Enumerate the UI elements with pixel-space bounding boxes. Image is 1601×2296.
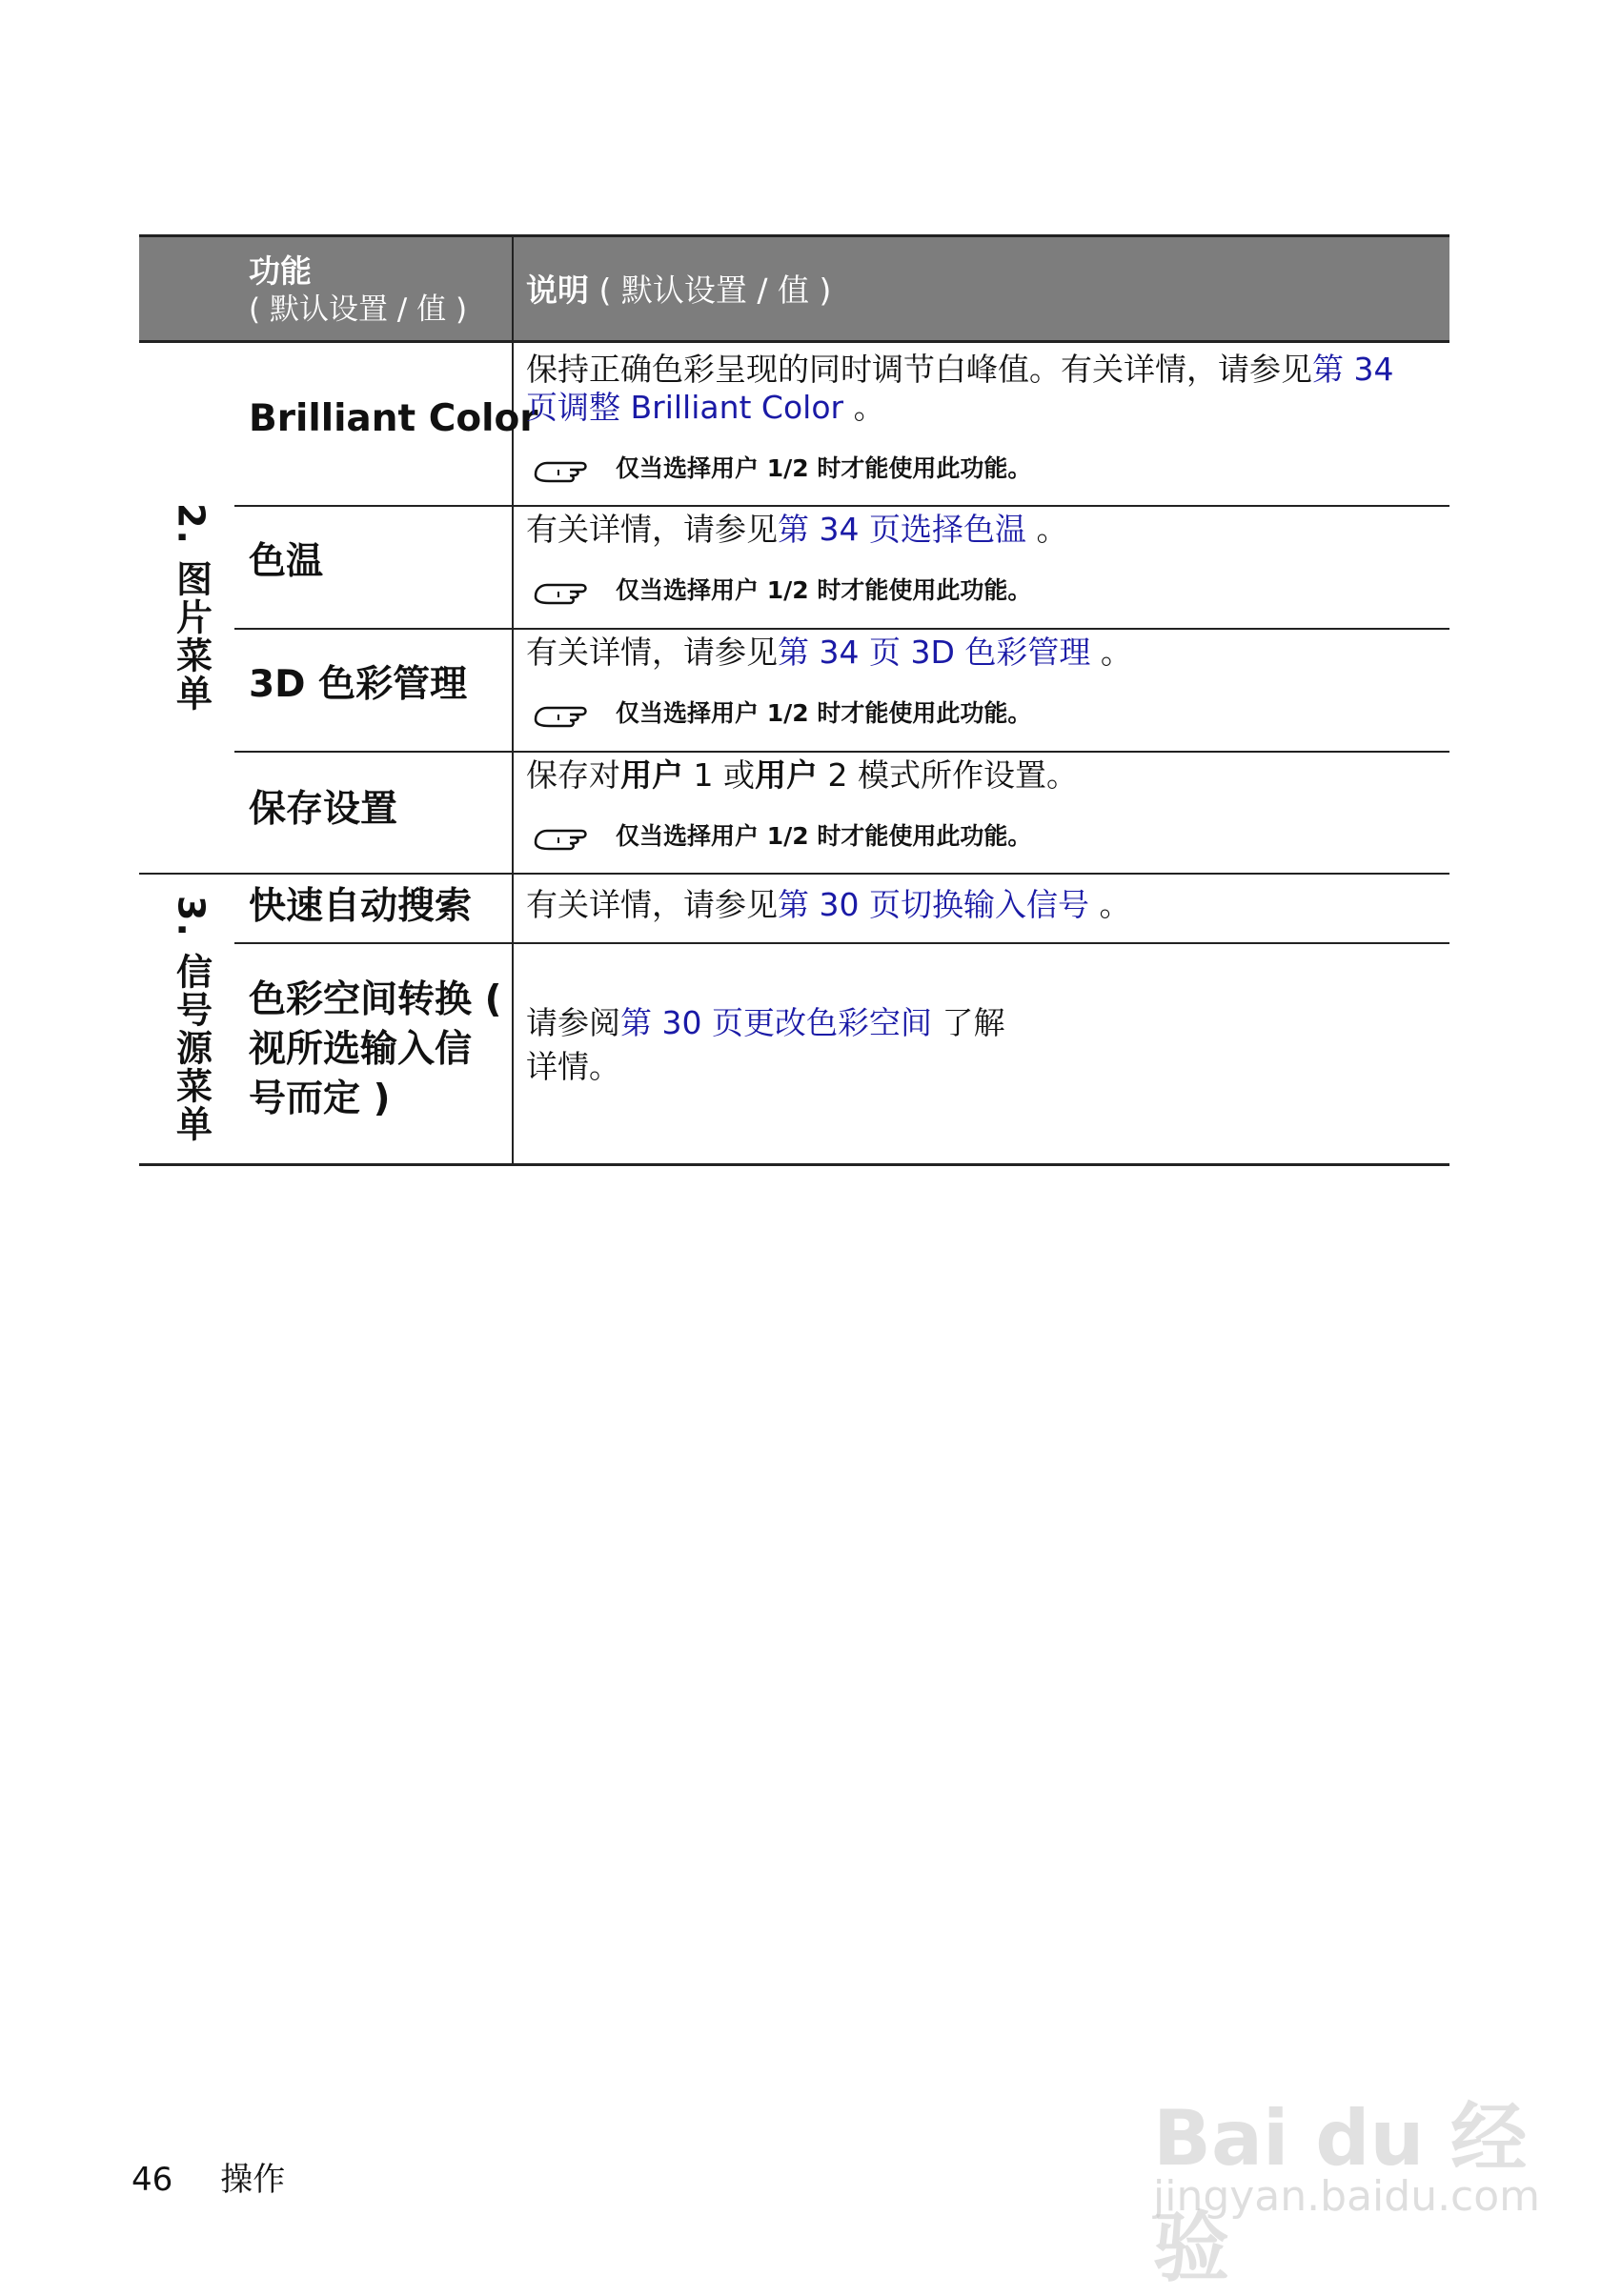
row-divider — [234, 751, 1449, 753]
row-divider — [234, 942, 1449, 944]
pointing-hand-icon — [530, 691, 600, 733]
function-line: 号而定 ) — [249, 1078, 391, 1120]
header-divider — [512, 237, 514, 346]
desc-text: 请参阅 — [526, 1004, 620, 1041]
note-text: 仅当选择用户 1/2 时才能使用此功能。 — [616, 576, 1032, 604]
desc-quick-auto-search — [526, 886, 1436, 924]
desc-brilliant-color — [526, 351, 1436, 427]
desc-end: 。 — [843, 389, 885, 426]
table-bottom-border — [139, 1163, 1449, 1166]
note-brilliant-color — [530, 446, 1031, 488]
watermark-url: jingyan.baidu.com — [1153, 2172, 1541, 2221]
page-footer — [132, 2153, 333, 2200]
desc-end: 。 — [1025, 511, 1068, 548]
pointing-hand-icon — [530, 446, 600, 488]
desc-3d-color-management — [526, 634, 1436, 672]
function-brilliant-color: Brilliant Color — [249, 397, 538, 440]
link-adjust-brilliant-color[interactable]: 页调整 Brilliant Color — [526, 389, 844, 426]
desc-text: 1 或 — [683, 756, 755, 794]
desc-save-settings — [526, 756, 1436, 795]
function-3d-color-management: 3D 色彩管理 — [249, 663, 468, 706]
function-line: 视所选输入信 — [249, 1028, 473, 1071]
page-number: 46 — [132, 2161, 173, 2199]
desc-text: 2 模式所作设置。 — [817, 756, 1078, 794]
desc-line: 详情。 — [526, 1048, 620, 1085]
note-save-settings — [530, 814, 1031, 856]
desc-text: 有关详情，请参见 — [526, 886, 778, 923]
function-save-settings: 保存设置 — [249, 788, 398, 831]
footer-section: 操作 — [220, 2161, 286, 2199]
desc-color-temperature — [526, 511, 1436, 549]
row-divider — [234, 505, 1449, 507]
function-color-temperature: 色温 — [249, 540, 324, 583]
function-color-space-conversion — [249, 976, 501, 1124]
column-divider — [512, 343, 514, 1164]
row-divider — [234, 628, 1449, 630]
desc-end: 了解 — [931, 1004, 1005, 1041]
section-divider — [139, 873, 1449, 875]
section-source-menu: 3. 信号源菜单 — [170, 895, 213, 1144]
note-text: 仅当选择用户 1/2 时才能使用此功能。 — [616, 699, 1032, 727]
function-quick-auto-search: 快速自动搜索 — [249, 885, 473, 928]
section-picture-menu: 2. 图片菜单 — [170, 502, 213, 714]
header-description — [526, 272, 831, 310]
note-text: 仅当选择用户 1/2 时才能使用此功能。 — [616, 454, 1032, 482]
table-header — [139, 234, 1449, 343]
header-function-sub: ( 默认设置 / 值 ) — [249, 292, 468, 327]
link-page-34[interactable]: 第 34 — [1312, 351, 1394, 388]
desc-text: 有关详情，请参见 — [526, 634, 778, 671]
desc-end: 。 — [1088, 886, 1131, 923]
watermark-brand: Bai du 经验 — [1153, 2094, 1528, 2292]
desc-user-2: 用户 — [754, 756, 818, 794]
link-change-color-space[interactable]: 第 30 页更改色彩空间 — [620, 1004, 932, 1041]
header-function-label: 功能 — [249, 252, 312, 290]
desc-text: 保持正确色彩呈现的同时调节白峰值。有关详情，请参见 — [526, 351, 1312, 388]
desc-user-1: 用户 — [620, 756, 683, 794]
pointing-hand-icon — [530, 568, 600, 610]
header-desc-label: 说明 — [526, 272, 589, 309]
note-text: 仅当选择用户 1/2 时才能使用此功能。 — [616, 822, 1032, 850]
header-function — [249, 252, 467, 329]
desc-color-space-conversion — [526, 1001, 1436, 1089]
link-select-color-temperature[interactable]: 第 34 页选择色温 — [778, 511, 1026, 548]
header-desc-sub: ( 默认设置 / 值 ) — [589, 272, 832, 309]
link-switch-input-signal[interactable]: 第 30 页切换输入信号 — [778, 886, 1089, 923]
function-line: 色彩空间转换 ( — [249, 978, 502, 1021]
note-color-temperature — [530, 568, 1031, 610]
desc-text: 有关详情，请参见 — [526, 511, 778, 548]
link-3d-color-management[interactable]: 第 34 页 3D 色彩管理 — [778, 634, 1091, 671]
note-3d-color-management — [530, 691, 1031, 733]
desc-text: 保存对 — [526, 756, 620, 794]
desc-end: 。 — [1090, 634, 1132, 671]
pointing-hand-icon — [530, 814, 600, 856]
